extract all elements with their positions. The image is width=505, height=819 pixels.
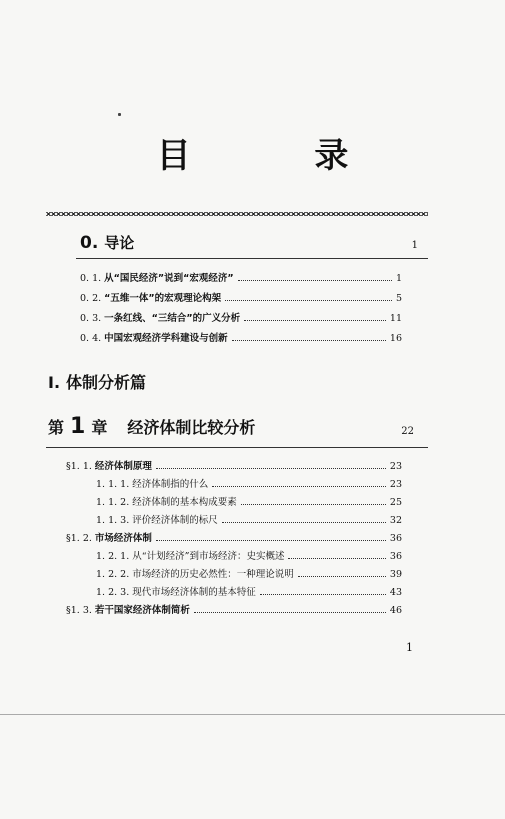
part-title: 体制分析篇 [66,373,147,392]
toc-page: 25 [389,497,402,508]
toc-row[interactable] [80,294,402,306]
leader-dots [156,540,386,541]
toc-page: 23 [389,461,402,472]
toc-title: 若干国家经济体制简析 [94,605,190,616]
toc-row[interactable] [66,552,402,564]
leader-dots [241,504,386,505]
toc-title: 经济体制指的什么 [132,479,209,490]
toc-page: 1 [395,273,402,284]
ornamental-divider [46,212,428,216]
toc-row[interactable] [66,480,402,492]
toc-number: §1. 2. [66,533,92,544]
toc-title: 市场经济体制 [94,533,152,544]
toc-number: 0. 1. [80,273,102,284]
toc-row[interactable] [80,274,402,286]
toc-page: 23 [389,479,402,490]
leader-dots [156,468,386,469]
toc-page: 36 [389,551,402,562]
toc-title: 市场经济的历史必然性：一种理论说明 [132,569,294,580]
part-number: Ⅰ. [48,373,61,392]
toc-title: 经济体制的基本构成要素 [132,497,237,508]
toc-row[interactable] [66,462,402,474]
toc-row[interactable] [66,606,402,618]
toc-number: 1. 1. 1. [96,479,130,490]
toc-page: 46 [389,605,402,616]
toc-number: 0. 4. [80,333,102,344]
scan-speck [118,113,121,116]
toc-page: 36 [389,533,402,544]
toc-title: 评价经济体制的标尺 [132,515,218,526]
intro-heading-number: 0. [80,233,99,253]
toc-number: §1. 3. [66,605,92,616]
intro-toc-list [80,274,402,346]
leader-dots [232,340,386,341]
chapter-suffix: 章 [91,418,108,437]
toc-title: 从“国民经济”说到“宏观经济” [104,273,234,284]
toc-number: 0. 3. [80,313,102,324]
toc-title: 一条红线、“三结合”的广义分析 [104,313,241,324]
leader-dots [238,280,392,281]
toc-row[interactable] [66,570,402,582]
toc-row[interactable] [66,588,402,600]
leader-dots [288,558,385,559]
leader-dots [222,522,386,523]
toc-number: 0. 2. [80,293,102,304]
leader-dots [298,576,386,577]
toc-title: 中国宏观经济学科建设与创新 [104,333,228,344]
intro-heading-title: 导论 [104,234,135,252]
toc-page: 43 [389,587,402,598]
chapter-heading [48,414,255,439]
part-heading [48,370,146,393]
toc-page: 16 [389,333,402,344]
toc-title: “五维一体”的宏观理论构架 [104,293,222,304]
page-number: 1 [406,641,413,654]
leader-dots [194,612,386,613]
scan-edge-line [0,714,505,715]
toc-page: 5 [395,293,402,304]
toc-number: 1. 2. 2. [96,569,130,580]
chapter-number: 1 [70,414,86,439]
toc-page: 39 [389,569,402,580]
leader-dots [260,594,386,595]
leader-dots [225,300,392,301]
toc-number: §1. 1. [66,461,92,472]
toc-number: 1. 1. 3. [96,515,130,526]
toc-page: 32 [389,515,402,526]
leader-dots [212,486,386,487]
toc-number: 1. 2. 3. [96,587,130,598]
intro-heading-page: 1 [411,240,418,251]
leader-dots [244,320,386,321]
chapter-rule [46,447,428,448]
chapter-prefix: 第 [48,418,65,437]
toc-page: 11 [389,313,402,324]
toc-row[interactable] [80,314,402,326]
toc-title: 经济体制原理 [94,461,152,472]
chapter-toc-list [66,462,402,618]
intro-heading [80,232,134,253]
toc-row[interactable] [66,498,402,510]
toc-title: 从“计划经济”到市场经济：史实概述 [132,551,285,562]
toc-row[interactable] [80,334,402,346]
chapter-title: 经济体制比较分析 [127,418,256,437]
toc-number: 1. 2. 1. [96,551,130,562]
toc-title: 现代市场经济体制的基本特征 [132,587,256,598]
toc-number: 1. 1. 2. [96,497,130,508]
page-title: 目 录 [156,136,405,176]
intro-rule [76,258,428,259]
chapter-page: 22 [401,426,414,437]
toc-row[interactable] [66,516,402,528]
toc-row[interactable] [66,534,402,546]
